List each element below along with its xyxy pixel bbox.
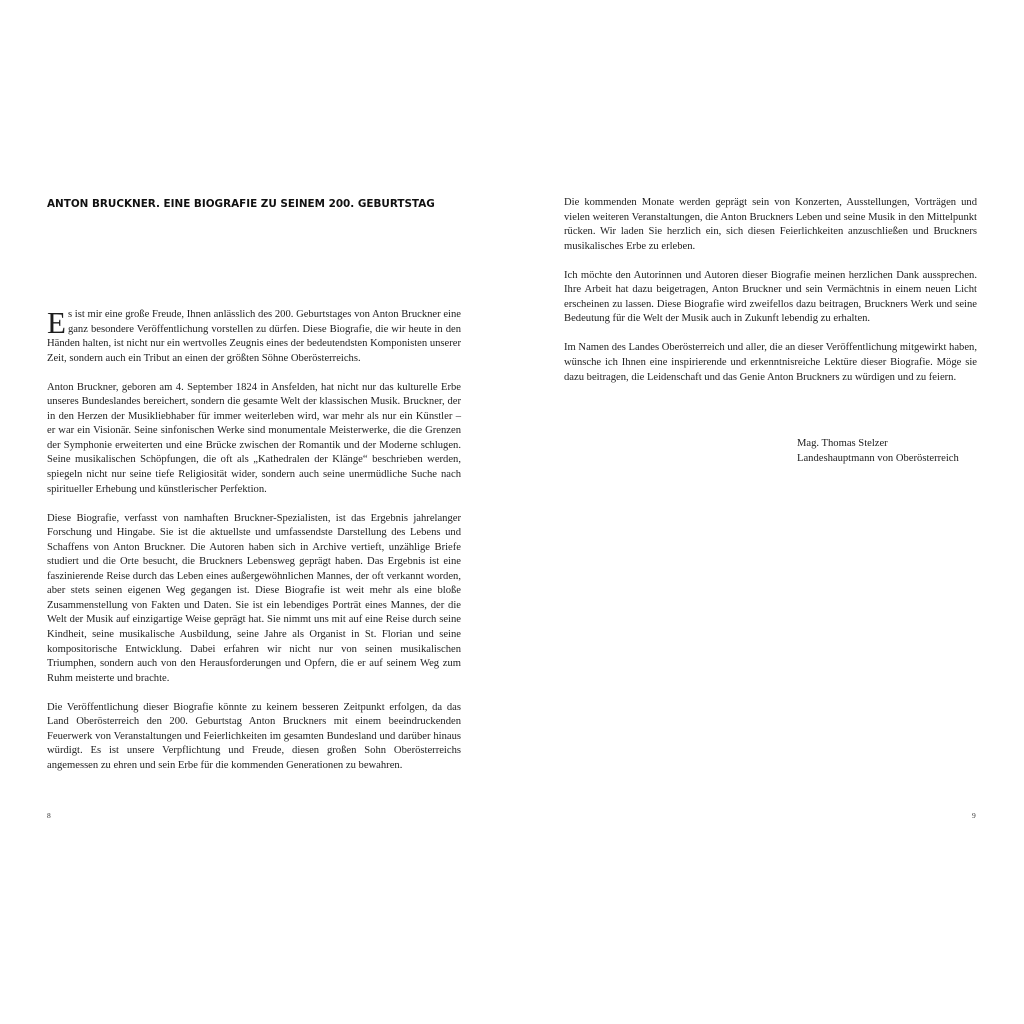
signature-block bbox=[797, 436, 959, 466]
right-paragraph-3: Im Namen des Landes Oberösterreich und aller, die an dieser Veröffentlichung mitgewirkt haben, wünsche ich Ihnen eine inspirierende und erkenntnisreiche Lektüre dieser Biografie. Möge sie dazu beitragen, die Leidenschaft und das Genie Anton Bruckners zu würdigen und zu feiern. bbox=[564, 342, 977, 383]
drop-cap: E bbox=[47, 305, 66, 340]
right-paragraph-1: Die kommenden Monate werden geprägt sein von Konzerten, Ausstellungen, Vorträgen und vielen weiteren Veranstaltungen, die Anton Bruckners Leben und seine Musik in den Mittelpunkt rücken. Wir laden Sie herzlich ein, sich diesen Feierlichkeiten anzuschließen und Bruckners musikalisches Erbe zu erleben. bbox=[564, 197, 977, 252]
left-paragraph-1-text: s ist mir eine große Freude, Ihnen anlässlich des 200. Geburtstages von Anton Bruckner eine ganz besondere Veröffentlichung vorstellen zu dürfen. Diese Biografie, die wir heute in den Händen halten, ist nicht nur ein wertvolles Zeugnis eines der bedeutendsten Komponisten unserer Zeit, sondern auch ein Tribut an einen der größten Söhne Oberösterreichs. bbox=[47, 309, 461, 364]
right-paragraph-2: Ich möchte den Autorinnen und Autoren dieser Biografie meinen herzlichen Dank aussprechen. Ihre Arbeit hat dazu beigetragen, Anton Bruckner und sein Vermächtnis in einem neuen Licht erscheinen zu lassen. Diese Biografie wird zweifellos dazu beitragen, Bruckners Werk und seine Bedeutung für die Welt der Musik auch in Zukunft lebendig zu erhalten. bbox=[564, 269, 977, 325]
signature-name: Mag. Thomas Stelzer bbox=[797, 438, 888, 449]
left-paragraph-4: Die Veröffentlichung dieser Biografie könnte zu keinem besseren Zeitpunkt erfolgen, da das Land Oberösterreich den 200. Geburtstag Anton Bruckners mit einem beeindruckenden Feuerwerk von Veranstaltungen und Feierlichkeiten im gesamten Bundesland und darüber hinaus würdigt. Es ist unsere Verpflichtung und Freude, diesen großen Sohn Oberösterreichs angemessen zu ehren und sein Erbe für die kommenden Generationen zu bewahren. bbox=[47, 701, 461, 771]
signature-title: Landeshauptmann von Oberösterreich bbox=[797, 453, 959, 464]
page-number-left: 8 bbox=[47, 811, 51, 820]
left-paragraph-3: Diese Biografie, verfasst von namhaften Bruckner-Spezialisten, ist das Ergebnis jahrelanger Forschung und Hingabe. Sie ist die aktuellste und umfassendste Darstellung des Lebens und Schaffens von Anton Bruckner. Die Autoren haben sich in Archive vertieft, unzählige Briefe studiert und die Orte besucht, die Bruckners Lebensweg geprägt haben. Das Ergebnis ist eine faszinierende Reise durch das Leben eines außergewöhnlichen Mannes, der oft verkannt worden, aber stets seinen eigenen Weg gegangen ist. Diese Biografie ist weit mehr als eine bloße Zusammenstellung von Fakten und Daten. Sie ist ein lebendiges Porträt eines Mannes, der die Welt der Musik auf einzigartige Weise geprägt hat. Sie nimmt uns mit auf eine Reise durch seine Kindheit, seine musikalische Ausbildung, seine Jahre als Organist in St. Florian und seine kompositorische Entwicklung. Dabei erfahren wir nicht nur von seinen musikalischen Triumphen, sondern auch von den Herausforderungen und Opfern, die er auf seinem Weg zum Ruhm meisterte und brachte. bbox=[47, 512, 461, 684]
article-heading: ANTON BRUCKNER. EINE BIOGRAFIE ZU SEINEM 200. GEBURTSTAG bbox=[47, 198, 435, 210]
left-paragraph-1 bbox=[47, 305, 461, 366]
page-number-right: 9 bbox=[972, 811, 976, 820]
left-paragraph-2: Anton Bruckner, geboren am 4. September 1824 in Ansfelden, hat nicht nur das kulturelle Erbe unseres Bundeslandes bereichert, sondern die gesamte Welt der klassischen Musik. Bruckner, der in den Herzen der Musikliebhaber für immer weiterleben wird, war mehr als nur ein Künstler – er war ein Visionär. Seine sinfonischen Werke sind monumentale Meisterwerke, die die Grenzen der Symphonie erweiterten und eine Brücke zwischen der Romantik und der Moderne schlugen. Seine musikalischen Schöpfungen, die oft als „Kathedralen der Klänge“ beschrieben werden, spiegeln nicht nur seine tiefe Religiosität wider, sondern auch seine unermüdliche Suche nach spiritueller Erhebung und künstlerischer Perfektion. bbox=[47, 381, 461, 495]
left-body-text bbox=[47, 305, 461, 774]
right-body-text bbox=[564, 196, 977, 385]
right-page bbox=[512, 0, 1024, 1024]
